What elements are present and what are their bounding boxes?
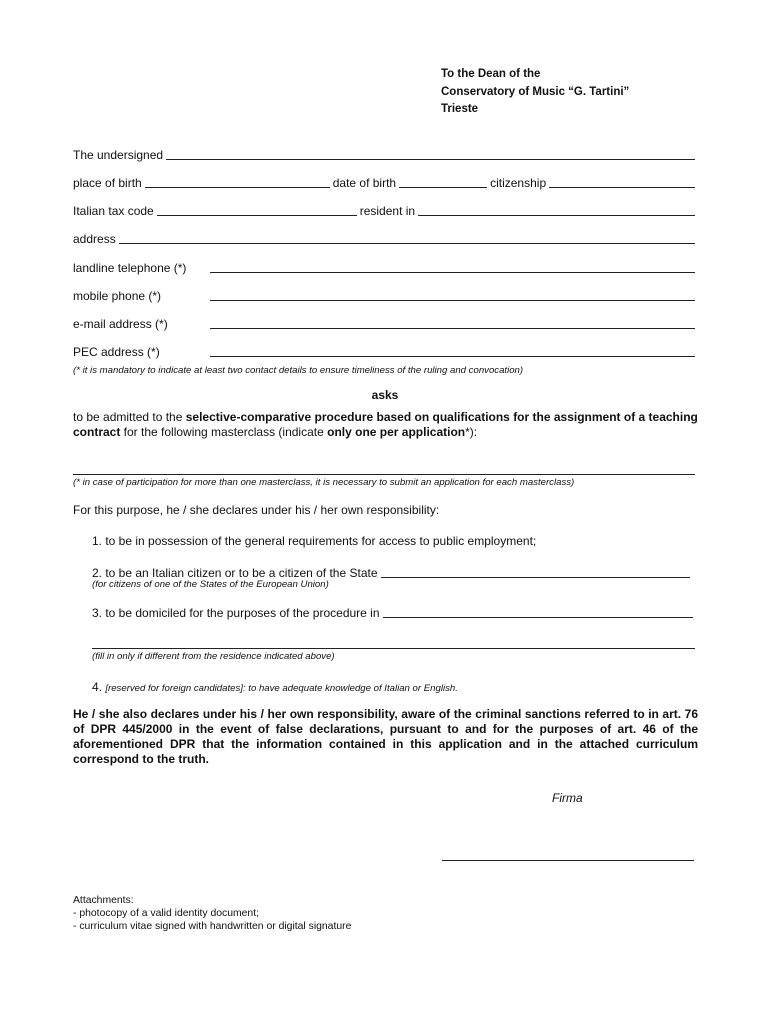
item-1: 1. to be in possession of the general requirements for access to public employment; (92, 534, 537, 548)
date-of-birth-field[interactable] (399, 175, 487, 188)
date-of-birth-label: date of birth (332, 176, 397, 190)
citizenship-field[interactable] (549, 175, 695, 188)
citizenship-label: citizenship (490, 176, 547, 190)
attachments (73, 894, 351, 933)
undersigned-row (73, 146, 695, 162)
recipient-line-1: To the Dean of the (441, 68, 541, 80)
item-3-text: 3. to be domiciled for the purposes of the procedure in (92, 606, 380, 620)
item-3-note: (fill in only if different from the residence indicated above) (92, 651, 335, 662)
resident-in-label: resident in (359, 204, 416, 218)
pec-label: PEC address (*) (73, 345, 160, 359)
pec-field[interactable] (210, 344, 695, 357)
item-4 (92, 680, 458, 694)
domicile-field[interactable] (383, 605, 693, 618)
recipient-line-2: Conservatory of Music “G. Tartini” (441, 85, 630, 98)
request-text-3: *): (465, 425, 478, 439)
email-label: e-mail address (*) (73, 317, 168, 331)
place-of-birth-label: place of birth (73, 176, 142, 190)
landline-row (73, 259, 695, 275)
undersigned-field[interactable] (166, 147, 695, 160)
request-paragraph (73, 410, 698, 440)
item-2-text: 2. to be an Italian citizen or to be a citizen of the State (92, 566, 378, 580)
tax-code-label: Italian tax code (73, 204, 154, 218)
masterclass-field[interactable] (73, 474, 695, 475)
landline-field[interactable] (210, 260, 695, 273)
tax-row (73, 202, 695, 218)
request-bold-2: only one per application (327, 425, 466, 439)
signature-line[interactable] (442, 860, 694, 861)
responsibility-statement: He / she also declares under his / her own responsibility, aware of the criminal sanctions referred to in art. 76 of DPR 445/2000 in the event of false declarations, pursuant to and for the purposes of art. 46 of the aforementioned DPR that the information contained in this application and in the attached curriculum correspond to the truth. (73, 707, 698, 766)
item-2-row (92, 564, 690, 580)
place-of-birth-field[interactable] (145, 175, 330, 188)
undersigned-label: The undersigned (73, 148, 164, 162)
address-field[interactable] (119, 231, 695, 244)
item-3-row (92, 604, 693, 620)
mobile-field[interactable] (210, 288, 695, 301)
resident-in-field[interactable] (418, 203, 695, 216)
pec-row (73, 343, 695, 359)
recipient-address (441, 66, 629, 119)
contact-note: (* it is mandatory to indicate at least two contact details to ensure timeliness of the ruling and convocation) (73, 365, 524, 376)
email-field[interactable] (210, 316, 695, 329)
masterclass-note: (* in case of participation for more than one masterclass, it is necessary to submit an application for each masterclass) (73, 477, 575, 488)
mobile-row (73, 287, 695, 303)
item-4-text: [reserved for foreign candidates]: to have adequate knowledge of Italian or English. (105, 683, 458, 694)
state-field[interactable] (381, 565, 690, 578)
attachments-title: Attachments: (73, 895, 134, 906)
request-bold-1: selective-comparative procedure based on qualifications for the assignment of a teaching contract (73, 410, 698, 439)
asks-heading: asks (371, 388, 399, 402)
item-2-note: (for citizens of one of the States of the European Union) (92, 579, 329, 590)
request-text-2: for the following masterclass (indicate (120, 425, 328, 439)
recipient-line-3: Trieste (441, 103, 479, 115)
declares-intro: For this purpose, he / she declares under his / her own responsibility: (73, 503, 440, 517)
address-label: address (73, 232, 116, 246)
signature-label: Firma (552, 791, 583, 805)
item-4-number: 4. (92, 680, 103, 694)
birth-row (73, 174, 695, 190)
tax-code-field[interactable] (157, 203, 357, 216)
mobile-label: mobile phone (*) (73, 289, 162, 303)
attachment-2: - curriculum vitae signed with handwritten or digital signature (73, 921, 352, 932)
email-row (73, 315, 695, 331)
request-text-1: to be admitted to the (73, 410, 186, 424)
landline-label: landline telephone (*) (73, 261, 187, 275)
domicile-field-2[interactable] (92, 648, 695, 649)
address-row (73, 230, 695, 246)
attachment-1: - photocopy of a valid identity document; (73, 908, 259, 919)
